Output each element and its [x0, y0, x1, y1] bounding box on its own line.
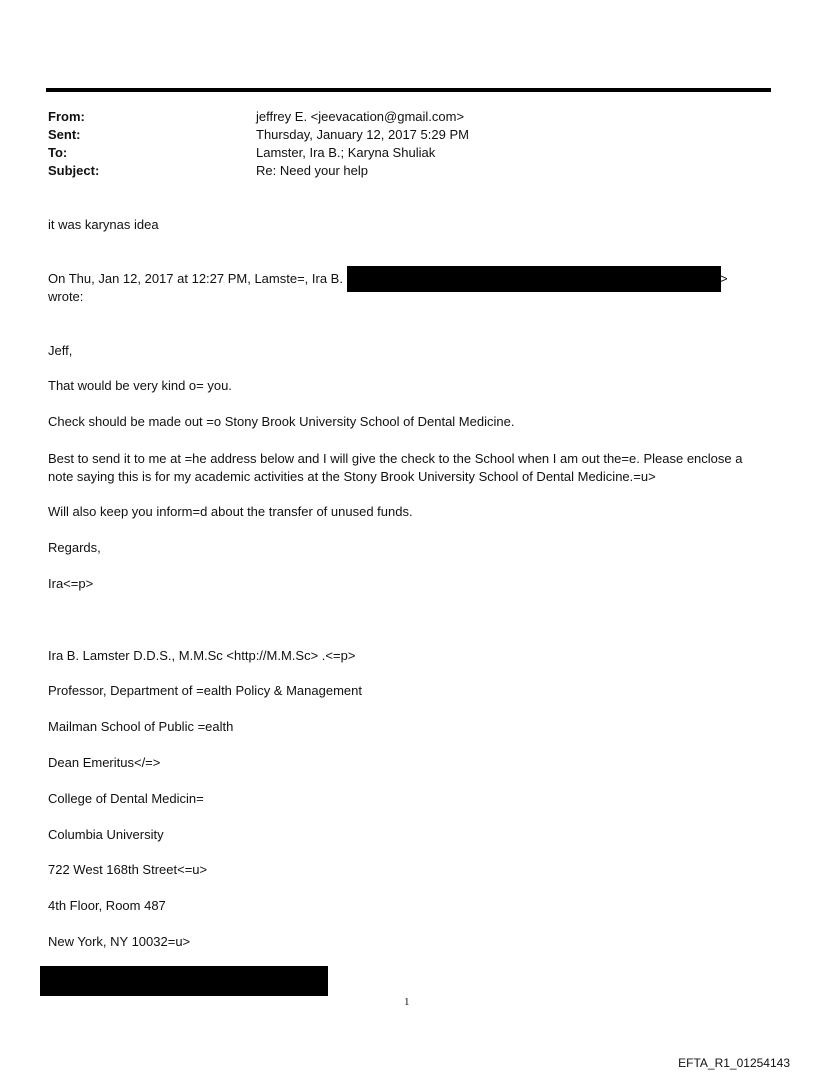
sent-value: Thursday, January 12, 2017 5:29 PM	[256, 127, 469, 142]
header-divider	[46, 88, 771, 92]
signature-line-3: Mailman School of Public =ealth	[48, 719, 234, 734]
signature-line-4: Dean Emeritus</=>	[48, 755, 161, 770]
redaction-email-address	[347, 266, 721, 292]
sent-label: Sent:	[48, 127, 81, 142]
signature-line-8: 4th Floor, Room 487	[48, 898, 166, 913]
redaction-block	[40, 966, 328, 996]
signature-line-2: Professor, Department of =ealth Policy & Management	[48, 683, 362, 698]
quote-intro-line1: On Thu, Jan 12, 2017 at 12:27 PM, Lamste=, Ira B.	[48, 271, 343, 286]
signature-line-6: Columbia University	[48, 827, 164, 842]
from-value: jeffrey E. <jeevacation@gmail.com>	[256, 109, 465, 124]
paragraph-3: Best to send it to me at =he address below and I will give the check to the School when I am out the=e. Please enclose a note saying this is for my academic activities at the Stony Brook University School of Dental Medicine.=u>	[48, 451, 743, 484]
paragraph-2: Check should be made out =o Stony Brook University School of Dental Medicine.	[48, 414, 515, 429]
signature-line-7: 722 West 168th Street<=u>	[48, 862, 208, 877]
reply-text: it was karynas idea	[48, 217, 159, 232]
to-label: To:	[48, 145, 68, 160]
document-id: EFTA_R1_01254143	[678, 1056, 790, 1070]
paragraph-1: That would be very kind o= you.	[48, 378, 232, 393]
signature-line-1: Ira B. Lamster D.D.S., M.M.Sc <http://M.M.Sc> .<=p>	[48, 648, 356, 663]
signature-line-9: New York, NY 10032=u>	[48, 934, 191, 949]
greeting: Jeff,	[48, 343, 73, 358]
signature-line-5: College of Dental Medicin=	[48, 791, 204, 806]
sender-name: Ira<=p>	[48, 576, 94, 591]
quote-intro-end: >	[720, 271, 728, 286]
to-value: Lamster, Ira B.; Karyna Shuliak	[256, 145, 436, 160]
paragraph-4: Will also keep you inform=d about the transfer of unused funds.	[48, 504, 413, 519]
closing: Regards,	[48, 540, 101, 555]
page-number: 1	[404, 996, 410, 1008]
subject-label: Subject:	[48, 163, 100, 178]
from-label: From:	[48, 109, 85, 124]
subject-value: Re: Need your help	[256, 163, 369, 178]
quote-intro-line2: wrote:	[48, 289, 84, 304]
